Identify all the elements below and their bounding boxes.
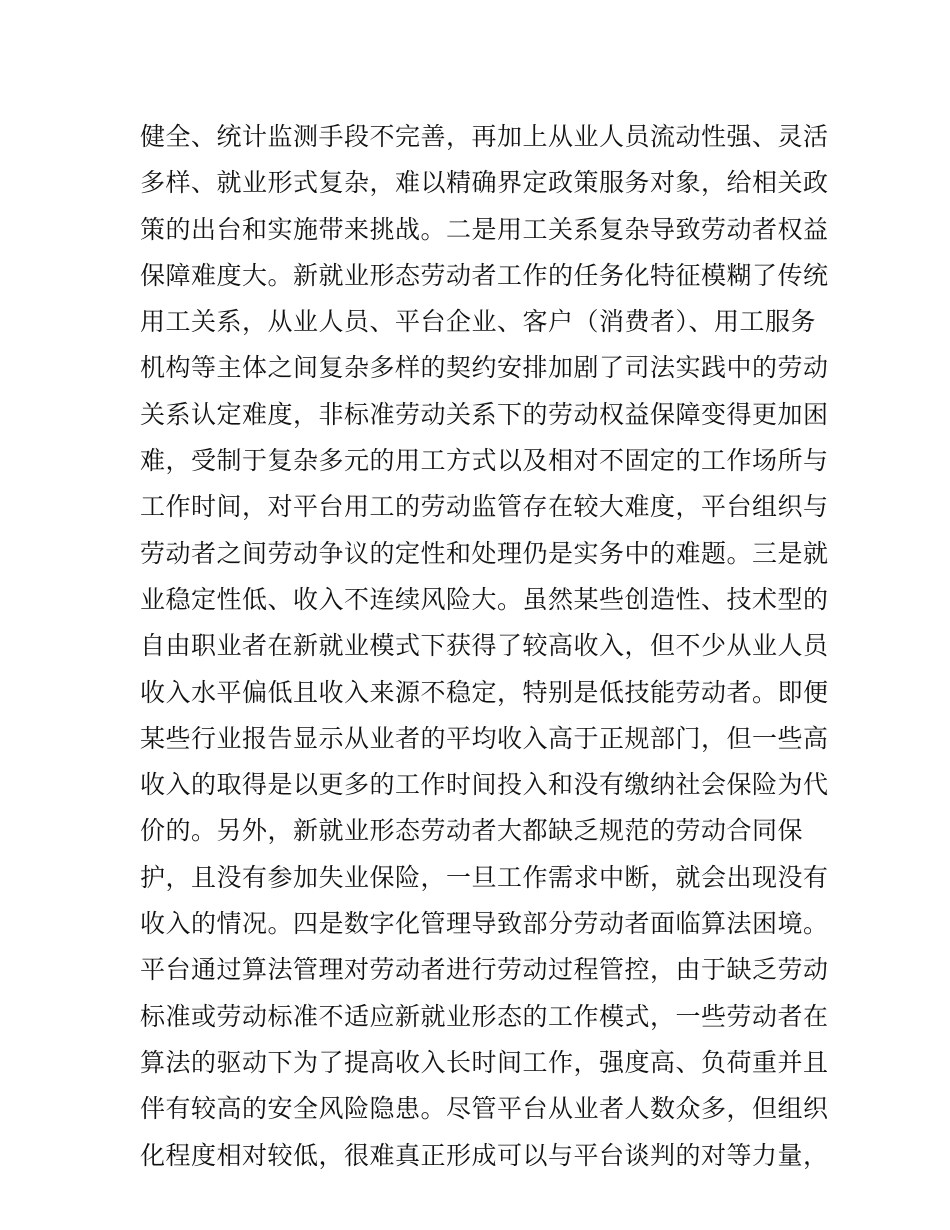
text-line: 机构等主体之间复杂多样的契约安排加剧了司法实践中的劳动 xyxy=(140,353,829,383)
text-line: 工作时间，对平台用工的劳动监管存在较大难度，平台组织与 xyxy=(140,492,829,522)
text-line: 关系认定难度，非标准劳动关系下的劳动权益保障变得更加困 xyxy=(140,399,829,429)
text-line: 健全、统计监测手段不完善，再加上从业人员流动性强、灵活 xyxy=(140,122,829,151)
text-line: 价的。另外，新就业形态劳动者大都缺乏规范的劳动合同保 xyxy=(140,816,804,846)
text-line: 标准或劳动标准不适应新就业形态的工作模式，一些劳动者在 xyxy=(140,1001,829,1031)
text-line: 收入的取得是以更多的工作时间投入和没有缴纳社会保险为代 xyxy=(140,770,829,800)
text-line: 多样、就业形式复杂，难以精确界定政策服务对象，给相关政 xyxy=(140,168,829,198)
body-text xyxy=(140,114,829,1179)
text-line: 平台通过算法管理对劳动者进行劳动过程管控，由于缺乏劳动 xyxy=(140,955,829,985)
text-line: 业稳定性低、收入不连续风险大。虽然某些创造性、技术型的 xyxy=(140,584,829,614)
text-line: 策的出台和实施带来挑战。二是用工关系复杂导致劳动者权益 xyxy=(140,214,829,244)
text-line: 算法的驱动下为了提高收入长时间工作，强度高、负荷重并且 xyxy=(140,1047,829,1077)
text-line: 保障难度大。新就业形态劳动者工作的任务化特征模糊了传统 xyxy=(140,260,829,290)
text-line: 难，受制于复杂多元的用工方式以及相对不固定的工作场所与 xyxy=(140,446,829,476)
text-line: 护，且没有参加失业保险，一旦工作需求中断，就会出现没有 xyxy=(140,862,829,892)
text-line: 自由职业者在新就业模式下获得了较高收入，但不少从业人员 xyxy=(140,631,829,661)
text-line: 伴有较高的安全风险隐患。尽管平台从业者人数众多，但组织 xyxy=(140,1094,829,1124)
text-line: 用工关系，从业人员、平台企业、客户（消费者）、用工服务 xyxy=(140,307,817,337)
text-line: 某些行业报告显示从业者的平均收入高于正规部门，但一些高 xyxy=(140,723,829,753)
text-line: 收入水平偏低且收入来源不稳定，特别是低技能劳动者。即便 xyxy=(140,677,829,707)
text-line: 收入的情况。四是数字化管理导致部分劳动者面临算法困境。 xyxy=(140,909,829,939)
text-line: 劳动者之间劳动争议的定性和处理仍是实务中的难题。三是就 xyxy=(140,538,829,568)
text-line: 化程度相对较低，很难真正形成可以与平台谈判的对等力量， xyxy=(140,1140,829,1170)
